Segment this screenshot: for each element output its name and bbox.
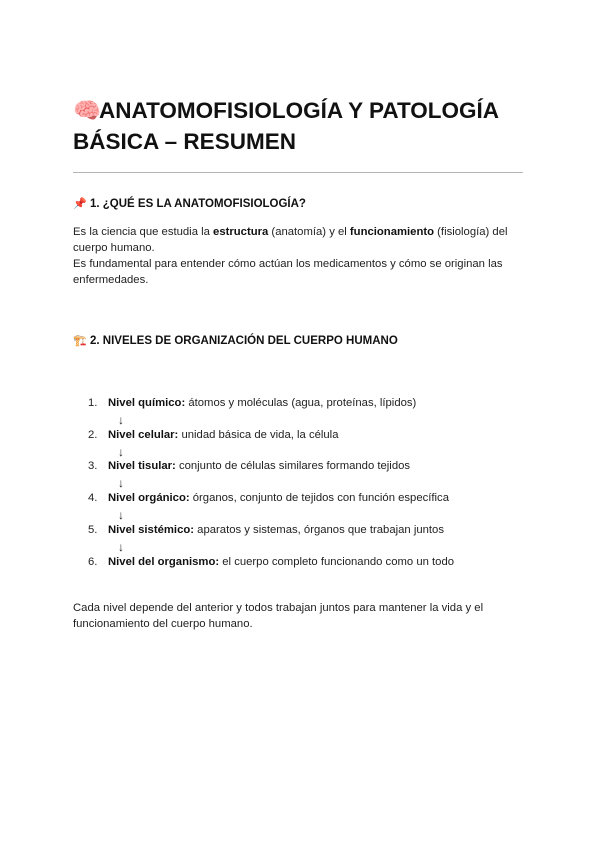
construction-crane-icon: 🏗️ [73, 335, 87, 347]
brain-icon: 🧠 [73, 98, 102, 123]
p1-bold-funcionamiento: funcionamiento [349, 226, 435, 238]
horizontal-divider [73, 172, 523, 173]
p1-text-c: (anatomía) y el [268, 226, 350, 238]
list-item [88, 524, 444, 536]
section-2-heading-text: 2. NIVELES DE ORGANIZACIÓN DEL CUERPO HUMANO [90, 335, 398, 347]
list-description: átomos y moléculas (agua, proteínas, lípidos) [185, 397, 417, 409]
section-1-paragraph-1 [73, 224, 523, 256]
list-description: aparatos y sistemas, órganos que trabajan juntos [194, 524, 444, 536]
list-description: órganos, conjunto de tejidos con función específica [189, 492, 449, 504]
list-term: Nivel químico: [108, 397, 186, 409]
title-line-1: ANATOMOFISIOLOGÍA Y PATOLOGÍA [99, 98, 500, 123]
section-2-closing-paragraph: Cada nivel depende del anterior y todos trabajan juntos para mantener la vida y el funcionamiento del cuerpo humano. [73, 602, 484, 631]
list-number: 3. [88, 460, 98, 472]
down-arrow-icon: ↓ [118, 476, 124, 490]
down-arrow-icon: ↓ [118, 445, 124, 459]
list-term: Nivel celular: [108, 429, 179, 441]
list-item [88, 492, 449, 504]
section-1-heading [73, 197, 306, 210]
list-item [88, 556, 454, 568]
list-number: 5. [88, 524, 98, 536]
down-arrow-icon: ↓ [118, 508, 124, 522]
list-item [88, 397, 416, 409]
page-title [73, 95, 543, 157]
list-description: unidad básica de vida, la célula [178, 429, 339, 441]
list-item [88, 460, 410, 472]
list-number: 1. [88, 397, 98, 409]
list-number: 4. [88, 492, 98, 504]
title-line-2: BÁSICA – RESUMEN [73, 129, 296, 154]
p1-text-e: (fisiología) del cuerpo humano. [73, 226, 508, 255]
p1-bold-estructura: estructura [213, 226, 269, 238]
pushpin-icon: 📌 [73, 198, 87, 210]
section-1-paragraph-2: Es fundamental para entender cómo actúan los medicamentos y cómo se originan las enfermedades. [73, 258, 503, 287]
section-2-heading [73, 334, 398, 347]
list-number: 6. [88, 556, 98, 568]
list-term: Nivel del organismo: [108, 556, 220, 568]
section-1-heading-text: 1. ¿QUÉ ES LA ANATOMOFISIOLOGÍA? [90, 198, 306, 210]
list-term: Nivel tisular: [108, 460, 176, 472]
down-arrow-icon: ↓ [118, 413, 124, 427]
list-term: Nivel orgánico: [108, 492, 190, 504]
list-term: Nivel sistémico: [108, 524, 195, 536]
list-item [88, 429, 338, 441]
list-description: el cuerpo completo funcionando como un todo [219, 556, 455, 568]
list-description: conjunto de células similares formando tejidos [175, 460, 411, 472]
p1-text-a: Es la ciencia que estudia la [73, 226, 214, 238]
down-arrow-icon: ↓ [118, 540, 124, 554]
list-number: 2. [88, 429, 98, 441]
